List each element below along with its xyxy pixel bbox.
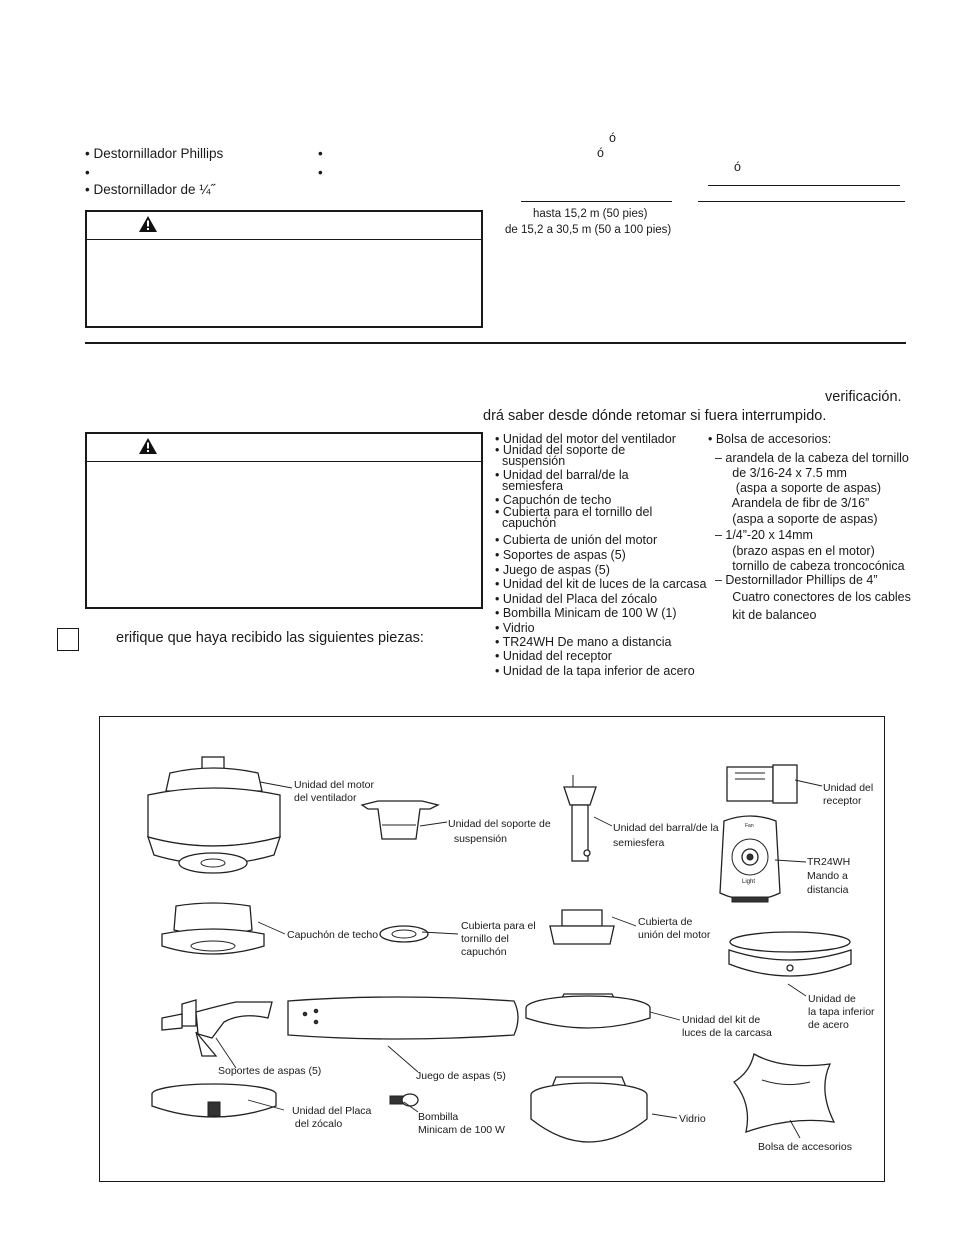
list-item: – 1/4”-20 x 14mm (708, 528, 813, 542)
label-text: Unidad del motor del ventilador (294, 779, 374, 804)
list-item: • Unidad de la tapa inferior de acero (495, 664, 695, 678)
gauge-row: hasta 15,2 m (50 pies) (533, 208, 648, 220)
label-text: TR24WH Mando a distancia (807, 856, 851, 896)
label-canopy: Capuchón de techo (287, 929, 379, 941)
list-item: (brazo aspas en el motor) (708, 544, 875, 558)
label-motor (294, 779, 374, 805)
list-item: • Cubierta de unión del motor (495, 533, 658, 547)
label-text: Bombilla Minicam de 100 W (418, 1111, 505, 1136)
tool-item: • (85, 165, 90, 180)
remote-top: Fan (745, 823, 754, 829)
label-remote (807, 855, 850, 897)
label-bulb (418, 1111, 505, 1137)
list-item-text: • Cubierta para el tornillo del capuchón (495, 505, 653, 530)
label-plate (292, 1105, 371, 1131)
list-item: • Unidad del motor del ventilador (495, 432, 676, 446)
accent-char: ó (597, 146, 604, 160)
tool-item: • Destornillador de ¼˝ (85, 182, 216, 197)
list-item: Cuatro conectores de los cables (708, 590, 911, 604)
label-text: Unidad del barral/de la semiesfera (613, 822, 719, 849)
label-glass: Vidrio (679, 1113, 706, 1125)
label-text: Unidad del Placa del zócalo (292, 1105, 372, 1130)
tool-item: • Destornillador Phillips (85, 146, 224, 161)
unpack-text: verificación. (825, 389, 902, 405)
label-blade-arms: Soportes de aspas (5) (218, 1065, 322, 1077)
list-item: – arandela de la cabeza del tornillo (708, 451, 909, 465)
list-item: – Destornillador Phillips de 4” (708, 573, 878, 587)
list-item: (aspa a soporte de aspas) (708, 481, 882, 495)
list-item-text: • Unidad del barral/de la semiesfera (495, 468, 629, 493)
label-blades: Juego de aspas (5) (416, 1070, 506, 1082)
label-downrod (613, 821, 719, 851)
list-item: • TR24WH De mano a distancia (495, 635, 672, 649)
list-item: • Unidad del kit de luces de la carcasa (495, 577, 707, 591)
list-item: kit de balanceo (708, 608, 817, 622)
tool-item: • (318, 146, 323, 161)
list-item: Arandela de fibr de 3/16” (708, 496, 870, 510)
label-text: Unidad del soporte de suspensión (448, 818, 551, 845)
list-item: (aspa a soporte de aspas) (708, 512, 878, 526)
gauge-row: de 15,2 a 30,5 m (50 a 100 pies) (505, 224, 672, 236)
list-item: • Capuchón de techo (495, 493, 612, 507)
label-bag: Bolsa de accesorios (758, 1141, 852, 1153)
label-text: Unidad del receptor (823, 782, 874, 807)
list-item: tornillo de cabeza troncocónica (708, 559, 905, 573)
label-text: Unidad de la tapa inferior de acero (808, 993, 875, 1031)
label-text: Cubierta de unión del motor (638, 916, 711, 941)
list-item: • Bombilla Minicam de 100 W (1) (495, 606, 677, 620)
list-item: • Juego de aspas (5) (495, 563, 610, 577)
label-bracket (448, 817, 551, 847)
list-item: • Vidrio (495, 621, 535, 635)
label-text: Cubierta para el tornillo del capuchón (461, 920, 536, 958)
list-item-text: • Unidad del soporte de suspensión (495, 443, 626, 468)
unpack-text: drá saber desde dónde retomar si fuera interrumpido. (483, 408, 827, 424)
accent-char: ó (609, 131, 616, 145)
list-item: • Unidad del receptor (495, 649, 612, 663)
list-item: • Bolsa de accesorios: (708, 432, 832, 446)
tool-item: • (318, 165, 323, 180)
label-bottom-cap (808, 993, 875, 1032)
label-light-kit (682, 1014, 772, 1040)
remote-brand: Light (742, 879, 756, 885)
label-receiver (823, 782, 873, 808)
label-coupling (638, 916, 710, 942)
list-item: de 3/16-24 x 7.5 mm (708, 466, 847, 480)
accent-char: ó (734, 160, 741, 174)
step-text: erifique que haya recibido las siguientes piezas: (116, 630, 424, 646)
list-item: • Unidad del Placa del zócalo (495, 592, 658, 606)
label-text: Unidad del kit de luces de la carcasa (682, 1014, 772, 1039)
list-item: • Soportes de aspas (5) (495, 548, 626, 562)
label-canopy-cover (461, 920, 536, 959)
